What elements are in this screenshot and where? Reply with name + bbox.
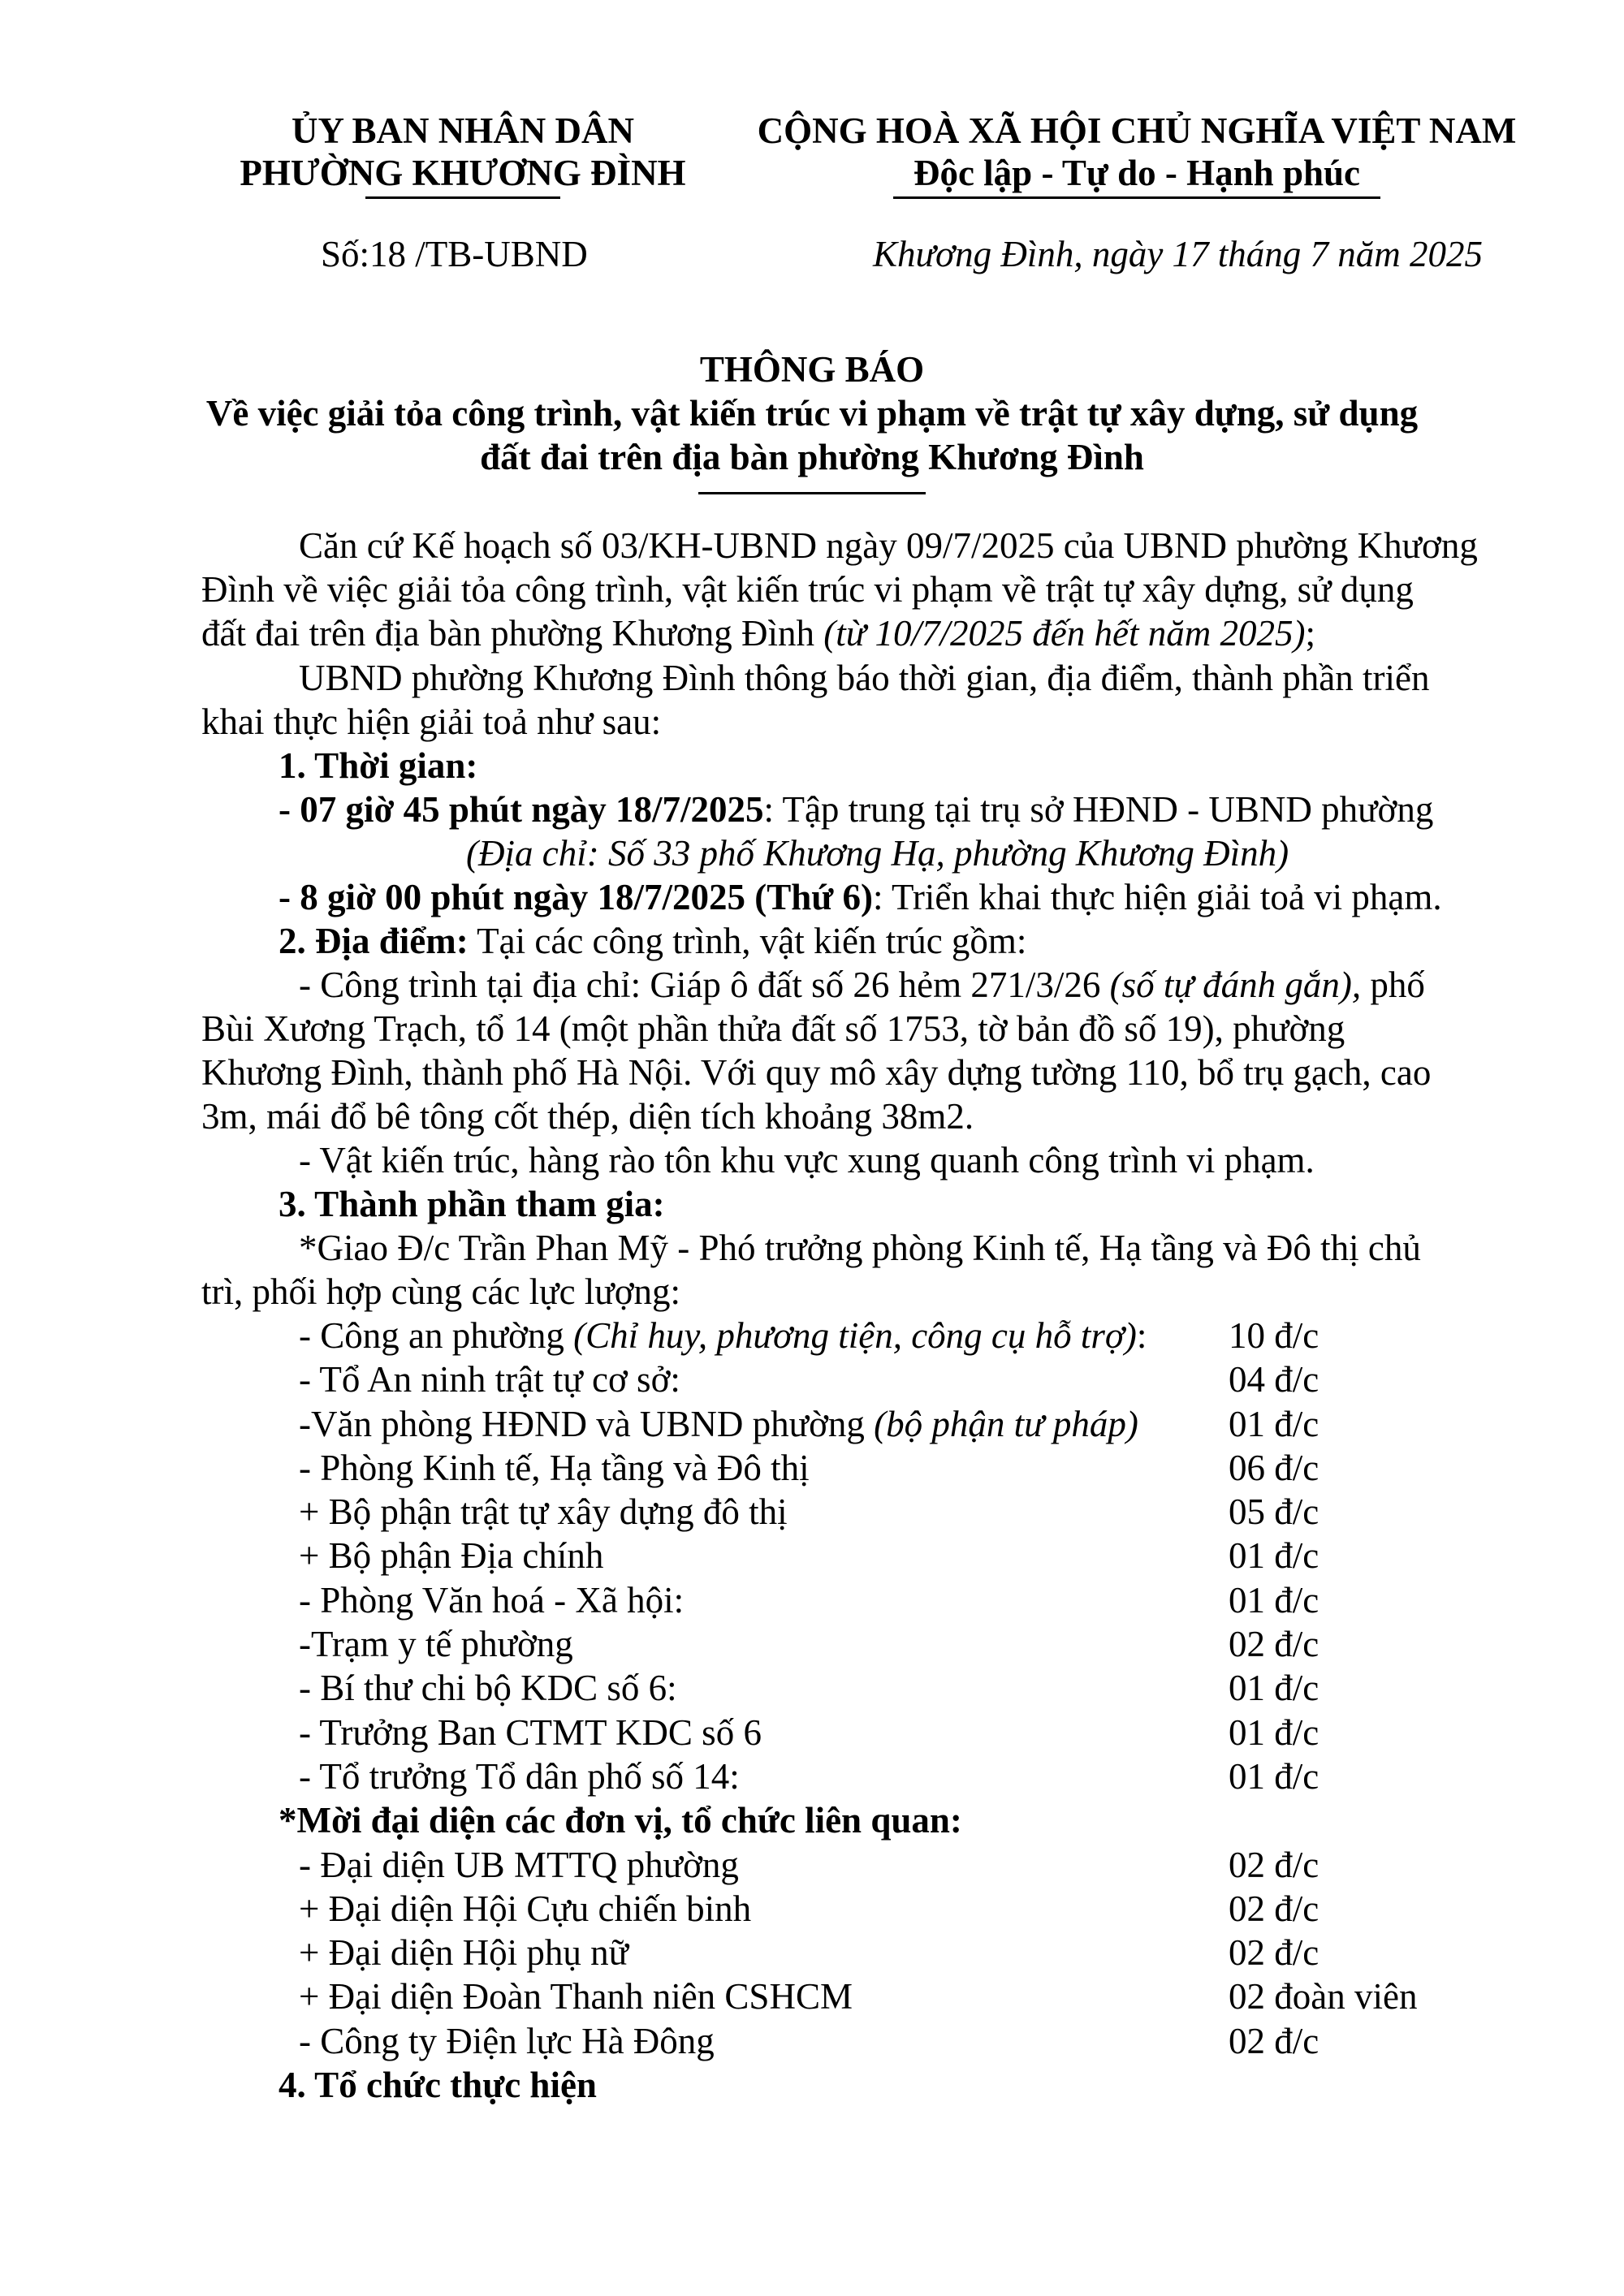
time-item1: - 07 giờ 45 phút ngày 18/7/2025: Tập trung tại trụ sở HĐND - UBND phường	[279, 789, 1434, 830]
participant-quantity: 05 đ/c	[1229, 1491, 1320, 1533]
invite-heading-row	[279, 1798, 1354, 1842]
notice-subject-line2: đất đai trên địa bàn phường Khương Đình	[480, 437, 1144, 477]
section1-heading: 1. Thời gian:	[279, 745, 478, 786]
participant-quantity: 02 đ/c	[1229, 1624, 1320, 1665]
participant-quantity: 10 đ/c	[1229, 1315, 1320, 1356]
invited-quantity: 02 đoàn viên	[1229, 1976, 1418, 2018]
participant-row: - Tổ trưởng Tổ dân phố số 14: 01 đ/c	[299, 1755, 1320, 1797]
intro-line1: Căn cứ Kế hoạch số 03/KH-UBND ngày 09/7/2025 của UBND phường Khương	[299, 525, 1478, 566]
participant-row: - Trưởng Ban CTMT KDC số 6 01 đ/c	[299, 1711, 1320, 1753]
participant-row: - Bí thư chi bộ KDC số 6: 01 đ/c	[299, 1668, 1320, 1709]
invited-row: - Đại diện UB MTTQ phường 02 đ/c	[299, 1844, 1320, 1885]
invited-row: + Đại diện Hội phụ nữ 02 đ/c	[299, 1932, 1320, 1974]
participants-list	[279, 1314, 1418, 2107]
section2-heading: 2. Địa điểm: Tại các công trình, vật kiến trúc gồm:	[279, 921, 1027, 961]
issuer-line1: ỦY BAN NHÂN DÂN	[291, 110, 635, 151]
participant-quantity: 06 đ/c	[1229, 1447, 1320, 1488]
participant-quantity: 01 đ/c	[1229, 1755, 1320, 1797]
section3-heading: 3. Thành phần tham gia:	[279, 1184, 665, 1224]
national-motto: Độc lập - Tự do - Hạnh phúc	[913, 153, 1361, 193]
meeting-address: (Địa chỉ: Số 33 phố Khương Hạ, phường Khương Đình)	[466, 833, 1289, 874]
intro-line2: Đình về việc giải tỏa công trình, vật kiến trúc vi phạm về trật tự xây dựng, sử dụng	[201, 569, 1414, 610]
time-item2: - 8 giờ 00 phút ngày 18/7/2025 (Thứ 6): Triển khai thực hiện giải toả vi phạm.	[279, 877, 1442, 917]
participant-row: - Tổ An ninh trật tự cơ sở: 04 đ/c	[299, 1359, 1320, 1400]
intro-line3: đất đai trên địa bàn phường Khương Đình (từ 10/7/2025 đến hết năm 2025);	[201, 613, 1315, 654]
participant-row: - Phòng Kinh tế, Hạ tầng và Đô thị 06 đ/c	[299, 1447, 1320, 1488]
participant-quantity: 01 đ/c	[1229, 1579, 1320, 1621]
location-item2: - Vật kiến trúc, hàng rào tôn khu vực xung quanh công trình vi phạm.	[299, 1140, 1315, 1180]
notice-subject-line1: Về việc giải tỏa công trình, vật kiến trúc vi phạm về trật tự xây dựng, sử dụng	[205, 393, 1419, 434]
intro-p2-line2: khai thực hiện giải toả như sau:	[201, 701, 662, 742]
notice-title: THÔNG BÁO	[699, 349, 925, 390]
participant-row: -Trạm y tế phường 02 đ/c	[299, 1624, 1320, 1665]
national-title: CỘNG HOÀ XÃ HỘI CHỦ NGHĨA VIỆT NAM	[757, 110, 1517, 151]
participant-row: -Văn phòng HĐND và UBND phường (bộ phận tư pháp) 01 đ/c	[299, 1403, 1320, 1444]
assignment-line1: *Giao Đ/c Trần Phan Mỹ - Phó trưởng phòng Kinh tế, Hạ tầng và Đô thị chủ	[299, 1228, 1421, 1268]
participant-quantity: 04 đ/c	[1229, 1359, 1320, 1400]
location-line4: 3m, mái đổ bê tông cốt thép, diện tích khoảng 38m2.	[201, 1096, 974, 1137]
invited-quantity: 02 đ/c	[1229, 1888, 1320, 1929]
intro-p2-line1: UBND phường Khương Đình thông báo thời gian, địa điểm, thành phần triển	[299, 658, 1430, 698]
location-line3: Khương Đình, thành phố Hà Nội. Với quy mô xây dựng tường 110, bổ trụ gạch, cao	[201, 1052, 1432, 1093]
motto-underline	[893, 196, 1380, 199]
section4-heading: 4. Tổ chức thực hiện	[279, 2065, 597, 2106]
document-number: Số:18 /TB-UBND	[321, 234, 588, 274]
issuer-line2: PHƯỜNG KHƯƠNG ĐÌNH	[240, 153, 686, 193]
invite-heading: *Mời đại diện các đơn vị, tổ chức liên quan:	[279, 1800, 962, 1841]
location-line2: Bùi Xương Trạch, tổ 14 (một phần thửa đất số 1753, tờ bản đồ số 19), phường	[201, 1008, 1345, 1049]
participant-row: - Phòng Văn hoá - Xã hội: 01 đ/c	[299, 1579, 1320, 1621]
participant-row: + Bộ phận trật tự xây dựng đô thị 05 đ/c	[299, 1491, 1320, 1533]
participant-row: - Công an phường (Chỉ huy, phương tiện, công cụ hỗ trợ): 10 đ/c	[299, 1315, 1320, 1356]
invited-quantity: 02 đ/c	[1229, 2020, 1320, 2061]
invited-row: + Đại diện Đoàn Thanh niên CSHCM 02 đoàn viên	[299, 1976, 1418, 2018]
location-line1: - Công trình tại địa chỉ: Giáp ô đất số 26 hẻm 271/3/26 (số tự đánh gắn), phố	[299, 965, 1425, 1005]
participant-quantity: 01 đ/c	[1229, 1403, 1320, 1444]
assignment-line2: trì, phối hợp cùng các lực lượng:	[201, 1271, 680, 1312]
participant-quantity: 01 đ/c	[1229, 1535, 1320, 1577]
participant-quantity: 01 đ/c	[1229, 1711, 1320, 1753]
invited-row: + Đại diện Hội Cựu chiến binh 02 đ/c	[299, 1888, 1320, 1929]
participant-quantity: 01 đ/c	[1229, 1668, 1320, 1709]
invited-quantity: 02 đ/c	[1229, 1932, 1320, 1974]
invited-row: - Công ty Điện lực Hà Đông 02 đ/c	[299, 2020, 1320, 2061]
document-date: Khương Đình, ngày 17 tháng 7 năm 2025	[873, 234, 1484, 274]
participant-row: + Bộ phận Địa chính 01 đ/c	[299, 1535, 1320, 1577]
invited-quantity: 02 đ/c	[1229, 1844, 1320, 1885]
issuer-underline	[365, 196, 560, 199]
title-underline	[698, 492, 926, 494]
section4-row	[279, 2063, 1354, 2107]
